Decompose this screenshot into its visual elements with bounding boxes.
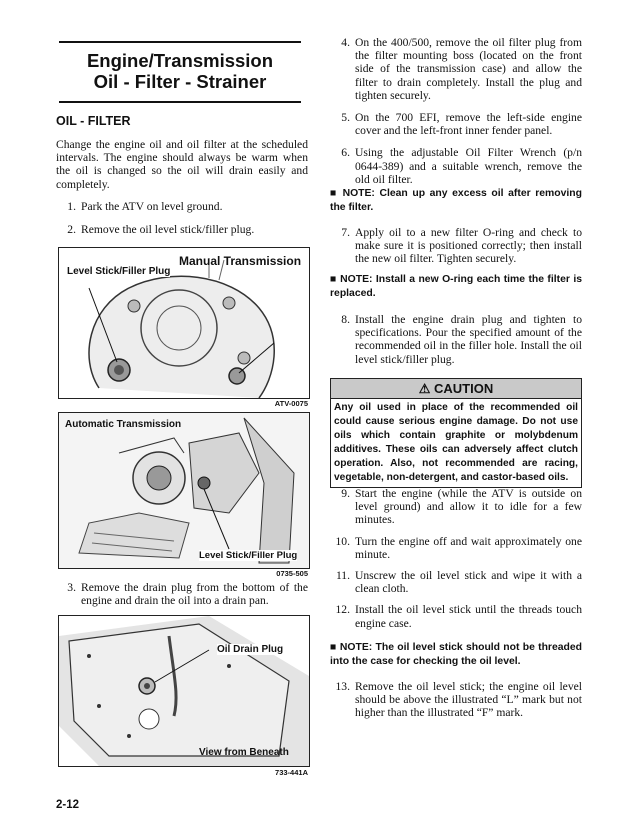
step-text: Start the engine (while the ATV is outside on level ground) and allow it to idle for a few minutes.: [355, 487, 582, 527]
step-8: [330, 313, 582, 366]
step-text: Unscrew the oil level stick and wipe it with a clean cloth.: [355, 569, 582, 596]
note-not-threaded: ■ NOTE: The oil level stick should not be threaded into the case for checking the oil level.: [330, 642, 582, 667]
step-number: 7.: [341, 226, 350, 239]
step-number: 8.: [341, 313, 350, 326]
step-text: Turn the engine off and wait approximately one minute.: [355, 534, 582, 561]
step-text: Remove the drain plug from the bottom of the engine and drain the oil into a drain pan.: [81, 581, 308, 608]
step-text: Remove the oil level stick; the engine oil level should be above the illustrated “L” mark but not higher than the illustrated “F” mark.: [355, 680, 582, 720]
engine-underside-illustration: [59, 616, 309, 766]
right-column-steps-a: [330, 36, 582, 186]
step-text: On the 700 EFI, remove the left-side engine cover and the left-front inner fender panel.: [355, 111, 582, 138]
title-box: [59, 41, 301, 103]
step-13: [330, 680, 582, 720]
title-line-1: Engine/Transmission: [86, 50, 274, 71]
step-5: [330, 111, 582, 137]
step-number: 9.: [341, 487, 350, 500]
step-text: On the 400/500, remove the oil filter plug from the filter mounting boss (located on the front side of the transmission case) and allow the filter to drain completely. Install the plug and tighten securely.: [355, 36, 582, 102]
note-clean-oil: ■ NOTE: Clean up any excess oil after removing the filter.: [330, 188, 582, 213]
figure-caption: 733-441A: [275, 768, 308, 777]
step-12: [330, 603, 582, 629]
step-number: 13.: [335, 680, 350, 693]
right-column-steps-b: [330, 487, 582, 630]
figure-caption: ATV-0075: [274, 399, 308, 408]
intro-paragraph: Change the engine oil and oil filter at the scheduled intervals. The engine should always be warm when the oil is changed so the oil will drain easily and completely.: [56, 138, 308, 191]
step-7: [330, 226, 582, 266]
note-new-oring: ■ NOTE: Install a new O-ring each time the filter is replaced.: [330, 274, 582, 299]
step-10: [330, 535, 582, 561]
title-top-rule: [59, 41, 301, 43]
step-text: Apply oil to a new filter O-ring and check to make sure it is positioned correctly; then install the new oil filter. Tighten securely.: [355, 226, 582, 266]
step-text: Remove the oil level stick/filler plug.: [81, 223, 255, 236]
step-number: 11.: [335, 569, 350, 583]
step-1: [56, 200, 308, 213]
engine-illustration-automatic: [59, 413, 309, 568]
caution-text: Any oil used in place of the recommended oil could cause serious engine damage. Do not use oils which contain graphite or molybdenum additives. These oils can adversely affect clutch operation. Also, not recommended are racing, vegetable, non-detergent, and castor-based oils.: [330, 399, 582, 488]
title-line-2: Oil - Filter - Strainer: [93, 71, 267, 92]
figure-heading: Manual Transmission: [179, 254, 302, 268]
caution-box: [330, 378, 582, 488]
figure-heading: Automatic Transmission: [65, 419, 182, 430]
step-number: 5.: [341, 111, 350, 125]
step-number: 2.: [67, 223, 76, 236]
step-9: [330, 487, 582, 527]
step-number: 6.: [341, 146, 350, 160]
caution-heading: ⚠ CAUTION: [330, 378, 582, 399]
figure-footer-label: View from Beneath: [199, 747, 289, 758]
step-number: 4.: [341, 36, 350, 49]
figure-manual-transmission: [58, 247, 310, 399]
figure-oil-drain-plug: [58, 615, 310, 767]
step-11: [330, 569, 582, 595]
callout-label: Oil Drain Plug: [217, 644, 284, 655]
step-3: [56, 581, 308, 607]
page-number: 2-12: [56, 799, 80, 811]
step-2: [56, 223, 308, 236]
step-number: 10.: [335, 534, 350, 548]
figure-caption: 0735-505: [276, 569, 308, 578]
step-text: Install the oil level stick until the threads touch engine case.: [355, 603, 582, 630]
title-bottom-rule: [59, 101, 301, 103]
step-text: Using the adjustable Oil Filter Wrench (p/n 0644-389) and a suitable wrench, remove the old oil filter.: [355, 146, 582, 186]
step-6: [330, 146, 582, 186]
section-heading: OIL - FILTER: [56, 114, 131, 128]
callout-label: Level Stick/Filler Plug: [199, 550, 298, 561]
figure-automatic-transmission: [58, 412, 310, 569]
step-4: [330, 36, 582, 102]
step-number: 12.: [335, 603, 350, 617]
callout-label: Level Stick/Filler Plug: [67, 266, 171, 277]
step-text: Install the engine drain plug and tighten to specifications. Pour the specified amount of the recommended oil in the filler hole. Install the oil level stick/filler plug.: [355, 313, 582, 366]
step-number: 1.: [67, 200, 76, 213]
step-number: 3.: [67, 581, 76, 594]
step-text: Park the ATV on level ground.: [81, 200, 223, 213]
